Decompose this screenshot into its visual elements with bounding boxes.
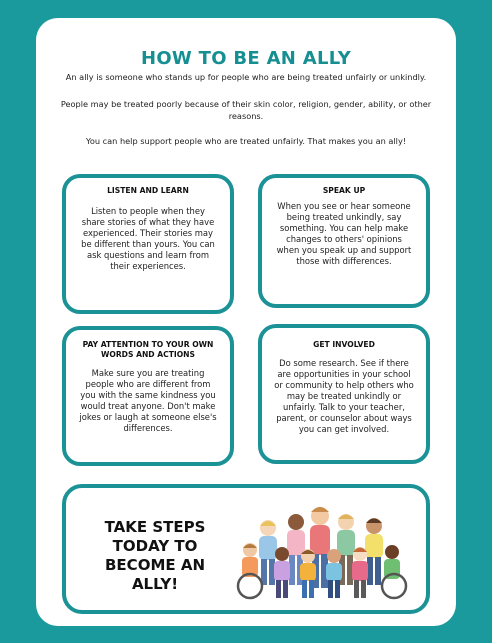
child-figure	[300, 549, 316, 598]
tip-speak-up	[258, 174, 430, 308]
child-figure	[326, 549, 342, 598]
child-figure	[274, 547, 290, 598]
children-illustration	[234, 498, 414, 602]
child-in-wheelchair-figure	[382, 545, 406, 598]
tip-get-involved	[258, 324, 430, 464]
poster-card	[36, 18, 456, 626]
intro-reasons: People may be treated poorly because of their skin color, religion, gender, ability, or other reasons.	[60, 99, 432, 121]
tip-heading: PAY ATTENTION TO YOUR OWN WORDS AND ACTIONS	[82, 340, 214, 359]
child-figure	[352, 547, 368, 598]
tip-heading: LISTEN AND LEARN	[107, 186, 189, 195]
tip-pay-attention	[62, 326, 234, 466]
tip-body: When you see or hear someone being treated unkindly, say something. You can help make changes to others' opinions when you speak up and support those with differences.	[276, 201, 412, 266]
tip-listen-and-learn	[62, 174, 234, 314]
tip-body: Do some research. See if there are opportunities in your school or community to help others who may be treated unkindly or unfairly. Talk to your teacher, parent, or counselor about ways you can get involved.	[274, 358, 414, 434]
tip-heading: SPEAK UP	[322, 186, 366, 195]
call-to-action-text: TAKE STEPS TODAY TO BECOME AN ALLY!	[104, 518, 206, 593]
tip-body: Listen to people when they share stories of what they have experienced. Their stories may be different than yours. You can ask questions and learn from their experiences.	[81, 206, 215, 271]
tip-body: Make sure you are treating people who are different from you with the same kindness you would treat anyone. Don't make jokes or laugh at someone else's differences.	[79, 368, 217, 433]
intro-support: You can help support people who are treated unfairly. That makes you an ally!	[85, 136, 407, 146]
child-in-wheelchair-figure	[238, 543, 262, 598]
call-to-action-box	[62, 484, 430, 614]
page-title: HOW TO BE AN ALLY	[140, 48, 352, 69]
intro-definition: An ally is someone who stands up for people who are being treated unfairly or unkindly.	[65, 72, 427, 82]
tip-heading: GET INVOLVED	[313, 340, 375, 349]
